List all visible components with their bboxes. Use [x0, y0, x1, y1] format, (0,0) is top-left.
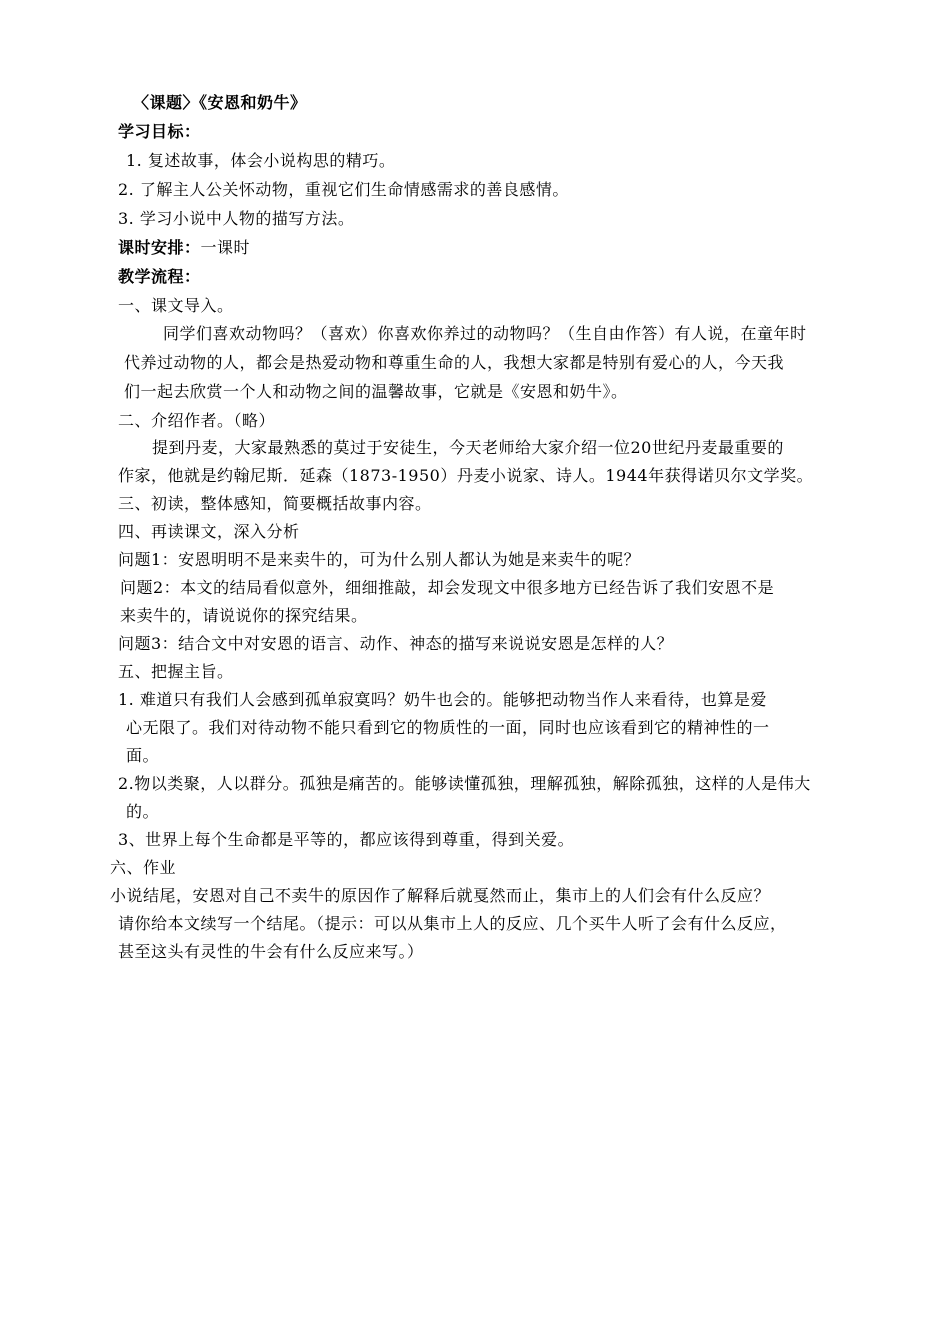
homework-line: 小说结尾，安恩对自己不卖牛的原因作了解释后就戛然而止，集市上的人们会有什么反应？ [110, 886, 771, 905]
theme-line: 3、世界上每个生命都是平等的，都应该得到尊重，得到关爱。 [118, 830, 575, 849]
objective-item: 3. 学习小说中人物的描写方法。 [118, 209, 355, 228]
question-line: 问题1：安恩明明不是来卖牛的，可为什么别人都认为她是来卖牛的呢？ [118, 550, 641, 569]
question-line: 来卖牛的，请说说你的探究结果。 [120, 606, 368, 625]
section-heading: 三、初读，整体感知，简要概括故事内容。 [118, 494, 432, 513]
schedule-value: 一课时 [200, 238, 251, 257]
question-line: 问题3：结合文中对安恩的语言、动作、神态的描写来说说安恩是怎样的人？ [118, 634, 674, 653]
objective-item: 1. 复述故事，体会小说构思的精巧。 [126, 151, 396, 170]
theme-line: 1. 难道只有我们人会感到孤单寂寞吗？奶牛也会的。能够把动物当作人来看待，也算是爱 [118, 690, 767, 709]
schedule-heading: 课时安排： [118, 238, 201, 257]
theme-line: 心无限了。我们对待动物不能只看到它的物质性的一面，同时也应该看到它的精神性的一 [126, 718, 770, 737]
objective-item: 2. 了解主人公关怀动物，重视它们生命情感需求的善良感情。 [118, 180, 569, 199]
section-heading: 六、作业 [110, 858, 177, 877]
paragraph-line: 们一起去欣赏一个人和动物之间的温馨故事，它就是《安恩和奶牛》。 [124, 382, 628, 401]
lesson-title [133, 93, 307, 113]
homework-line: 请你给本文续写一个结尾。（提示：可以从集市上人的反应、几个买牛人听了会有什么反应， [118, 914, 787, 933]
theme-line: 2.物以类聚，人以群分。孤独是痛苦的。能够读懂孤独，理解孤独，解除孤独，这样的人是伟大 [118, 774, 811, 793]
theme-line: 的。 [126, 802, 160, 821]
section-heading: 四、再读课文，深入分析 [118, 522, 300, 541]
lesson-title-label: 〈课题〉 [133, 93, 200, 112]
schedule-line [118, 238, 250, 258]
paragraph-line: 代养过动物的人，都会是热爱动物和尊重生命的人，我想大家都是特别有爱心的人，今天我 [124, 353, 785, 372]
theme-line: 面。 [126, 746, 160, 765]
section-heading: 五、把握主旨。 [118, 662, 234, 681]
homework-line: 甚至这头有灵性的牛会有什么反应来写。） [118, 942, 424, 961]
process-heading: 教学流程： [118, 267, 201, 286]
paragraph-line: 提到丹麦，大家最熟悉的莫过于安徒生，今天老师给大家介绍一位20世纪丹麦最重要的 [152, 438, 784, 457]
paragraph-line: 作家，他就是约翰尼斯．延森（1873-1950）丹麦小说家、诗人。1944年获得诺贝尔文学奖。 [118, 466, 814, 485]
question-line: 问题2：本文的结局看似意外，细细推敲，却会发现文中很多地方已经告诉了我们安恩不是 [120, 578, 775, 597]
objectives-heading: 学习目标： [118, 122, 201, 141]
section-heading: 一、课文导入。 [118, 296, 234, 315]
section-heading: 二、介绍作者。（略） [118, 411, 276, 430]
paragraph-line: 同学们喜欢动物吗？（喜欢）你喜欢你养过的动物吗？（生自由作答）有人说，在童年时 [163, 324, 807, 343]
lesson-title-text: 《安恩和奶牛》 [199, 93, 307, 112]
